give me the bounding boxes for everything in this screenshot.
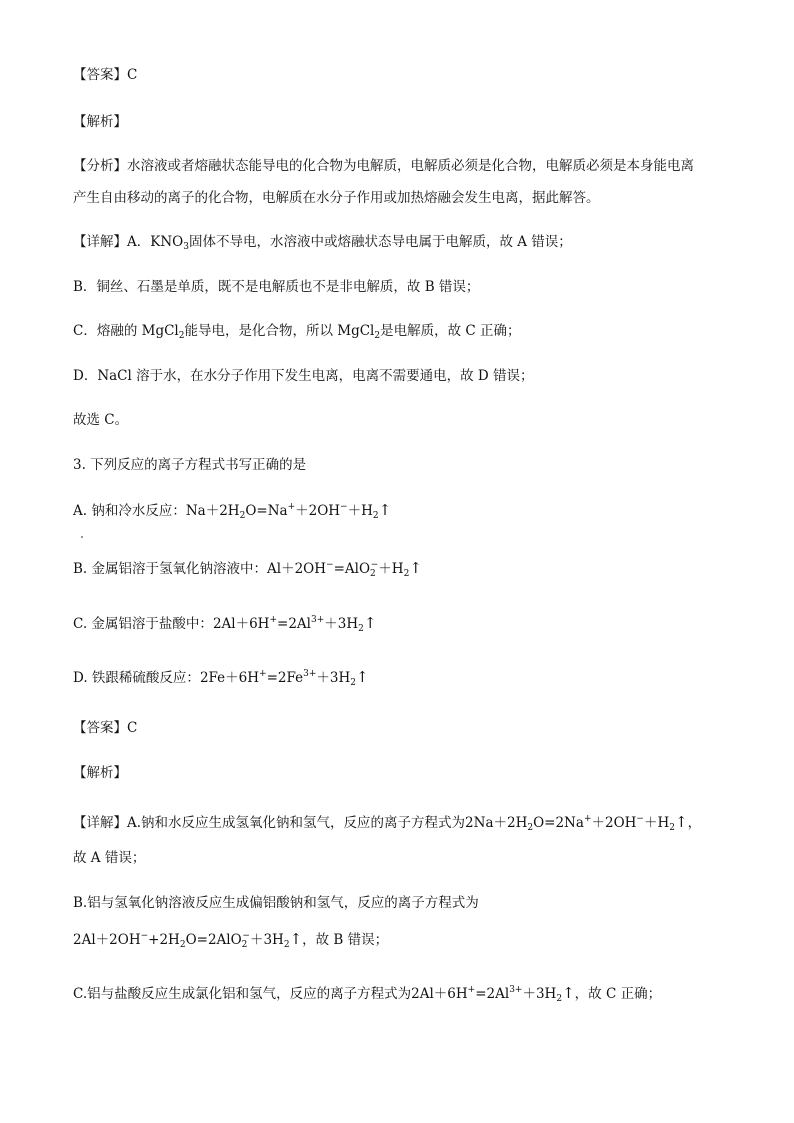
detail-c-1: C．熔融的 MgCl xyxy=(73,323,179,339)
gas-arrow-icon: ↑ xyxy=(355,668,369,686)
option-b xyxy=(73,558,733,579)
analysis-heading xyxy=(73,112,733,132)
gas-arrow-icon: ↑ xyxy=(289,930,303,948)
option-b-equation: $Al+2OH^-=AlO_2^-+H_2↑$ xyxy=(267,559,422,579)
fenxi-text-2: 产生自由移动的离子的化合物，电解质在水分子作用或加热熔融会发生电离，据此解答。 xyxy=(73,190,600,206)
detail-line-c xyxy=(73,321,733,341)
option-a-label: A. 钠和冷水反应： xyxy=(73,503,186,519)
detail-c-2: 能导电，是化合物，所以 MgCl xyxy=(184,323,375,339)
choose-line xyxy=(73,410,733,430)
q3-answer-line xyxy=(73,718,733,738)
answer-line xyxy=(73,65,733,85)
question-3-stem xyxy=(73,455,733,475)
q3-detail-a xyxy=(73,812,733,833)
detail-tag: 【详解】 xyxy=(73,234,127,250)
option-b-label: B. 金属铝溶于氢氧化钠溶液中： xyxy=(73,561,268,577)
q3-analysis-heading xyxy=(73,763,733,783)
detail-line-d xyxy=(73,366,733,386)
q3-detail-c xyxy=(73,983,733,1004)
q3-detail-a-equation: $2Na+2H_2O=2Na^++2OH^-+H_2↑$ xyxy=(465,813,688,833)
stray-dot xyxy=(81,536,83,538)
detail-c-3: 是电解质，故 C 正确； xyxy=(380,323,521,339)
q3-detail-c-text: C.铝与盐酸反应生成氯化铝和氢气，反应的离子方程式为 xyxy=(73,986,412,1002)
gas-arrow-icon: ↑ xyxy=(378,501,392,519)
q3-answer-value: C xyxy=(127,720,138,736)
q3-detail-b xyxy=(73,893,733,913)
fenxi-text-1: 水溶液或者熔融状态能导电的化合物为电解质，电解质必须是化合物，电解质必须是本身能电离 xyxy=(127,158,694,174)
gas-arrow-icon: ↑ xyxy=(674,813,688,831)
q3-detail-a-line2: 故 A 错误； xyxy=(73,850,146,866)
option-c-equation: $2Al+6H^+=2Al^{3+}+3H_2↑$ xyxy=(212,614,377,634)
option-d xyxy=(73,667,733,688)
question-3-text: 3. 下列反应的离子方程式书写正确的是 xyxy=(73,457,307,473)
q3-answer-tag: 【答案】 xyxy=(73,720,127,736)
fenxi-tag: 【分析】 xyxy=(73,158,127,174)
q3-detail-b-cont xyxy=(73,929,733,950)
detail-c-sub1: 2 xyxy=(178,331,185,341)
answer-value: C xyxy=(127,67,138,83)
q3-detail-c-equation: $2Al+6H^+=2Al^{3+}+3H_2↑$ xyxy=(411,984,575,1004)
q3-detail-a-cont xyxy=(73,848,733,868)
detail-b-text: B．铜丝、石墨是单质，既不是电解质也不是非电解质，故 B 错误； xyxy=(73,279,480,295)
answer-tag: 【答案】 xyxy=(73,67,127,83)
gas-arrow-icon: ↑ xyxy=(562,984,575,1002)
detail-line-b xyxy=(73,277,733,297)
detail-a-sub: 3 xyxy=(183,242,189,252)
q3-detail-tag: 【详解】 xyxy=(73,815,127,831)
q3-detail-b-text: B.铝与氢氧化钠溶液反应生成偏铝酸钠和氢气，反应的离子方程式为 xyxy=(73,895,479,911)
detail-c-sub2: 2 xyxy=(374,331,381,341)
option-a xyxy=(73,500,733,521)
fenxi-line-2 xyxy=(73,188,733,208)
detail-a-prefix: A． xyxy=(127,234,151,250)
q3-analysis-tag: 【解析】 xyxy=(73,765,127,781)
detail-line-a xyxy=(73,232,733,252)
option-d-equation: $2Fe+6H^+=2Fe^{3+}+3H_2↑$ xyxy=(199,668,369,688)
detail-d-text: D．NaCl 溶于水，在水分子作用下发生电离，电离不需要通电，故 D 错误； xyxy=(73,368,534,384)
option-c-label: C. 金属铝溶于盐酸中： xyxy=(73,616,213,632)
detail-a-formula: KNO xyxy=(150,234,184,250)
q3-detail-c-end: ，故 C 正确； xyxy=(574,986,662,1002)
q3-detail-a-text: A.钠和水反应生成氢氧化钠和氢气，反应的离子方程式为 xyxy=(127,815,466,831)
detail-a-rest: 固体不导电，水溶液中或熔融状态导电属于电解质，故 A 错误； xyxy=(188,234,572,250)
q3-detail-a-end: ， xyxy=(687,815,702,831)
q3-detail-b-equation: $2Al+2OH^-+2H_2O=2AlO_2^-+3H_2↑$ xyxy=(73,930,303,950)
gas-arrow-icon: ↑ xyxy=(363,614,377,632)
choose-text: 故选 C。 xyxy=(73,412,129,428)
gas-arrow-icon: ↑ xyxy=(409,559,422,577)
option-d-label: D. 铁跟稀硫酸反应： xyxy=(73,670,200,686)
fenxi-line-1 xyxy=(73,156,733,176)
analysis-tag: 【解析】 xyxy=(73,114,127,130)
option-c xyxy=(73,613,733,634)
q3-detail-b-end: ，故 B 错误； xyxy=(302,932,389,948)
option-a-equation: $Na+2H_2O=Na^++2OH^-+H_2↑$ xyxy=(185,501,392,521)
